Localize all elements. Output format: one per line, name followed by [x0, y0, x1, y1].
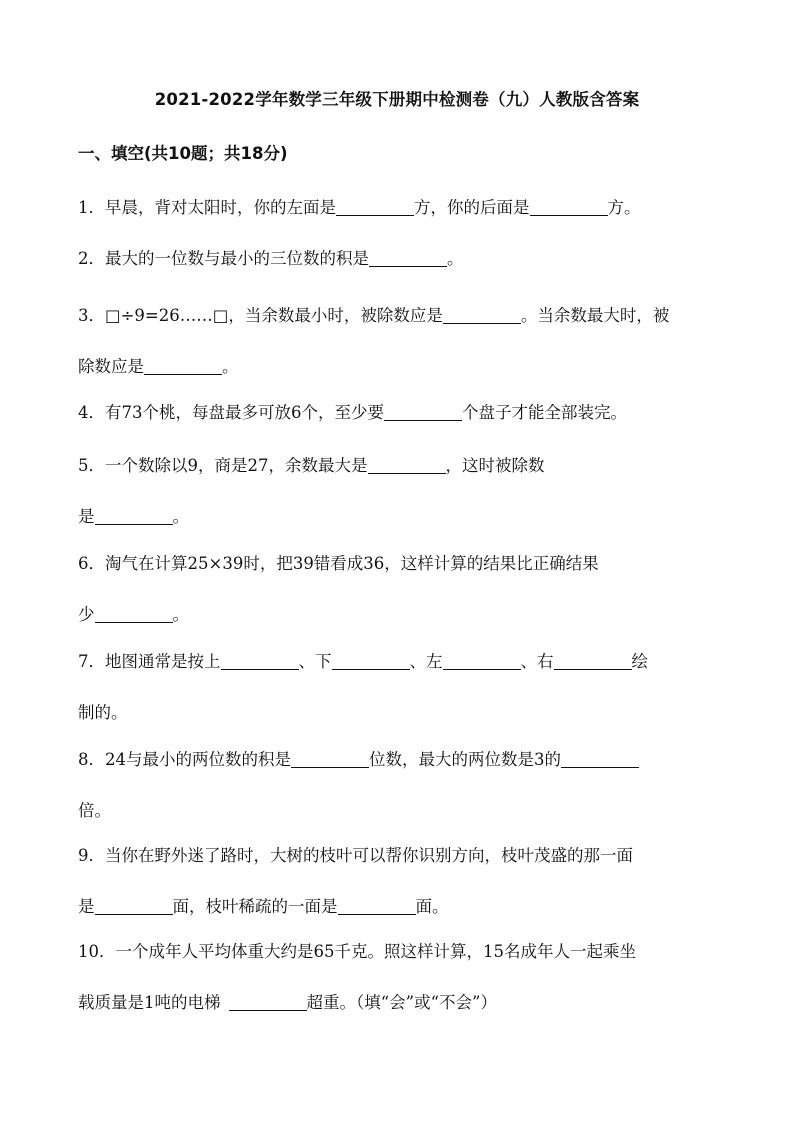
question-text: □÷9=26……□，当余数最小时，被除数应是: [105, 306, 443, 325]
answer-blank[interactable]: [384, 404, 462, 422]
question-4: [78, 387, 712, 438]
question-text: 。: [172, 507, 189, 526]
answer-blank[interactable]: [229, 994, 307, 1012]
answer-blank[interactable]: [291, 751, 369, 769]
question-text: 地图通常是按上: [105, 652, 221, 671]
answer-blank[interactable]: [369, 250, 447, 268]
question-number: 1．: [78, 198, 105, 217]
question-3: [78, 290, 712, 392]
question-number: 7．: [78, 652, 105, 671]
question-text: 、右: [520, 652, 554, 671]
question-number: 10．: [78, 942, 116, 961]
question-text: 制的。: [78, 703, 128, 722]
question-text: 倍。: [78, 801, 111, 820]
question-text: 最大的一位数与最小的三位数的积是: [105, 249, 369, 268]
question-text: 方。: [607, 198, 641, 217]
answer-blank[interactable]: [221, 653, 299, 671]
answer-blank[interactable]: [332, 653, 410, 671]
answer-blank[interactable]: [530, 199, 608, 217]
answer-blank[interactable]: [95, 508, 173, 526]
answer-blank[interactable]: [144, 358, 222, 376]
question-text: 、左: [409, 652, 443, 671]
answer-blank[interactable]: [368, 457, 446, 475]
question-text: 一个成年人平均体重大约是65千克。照这样计算，15名成年人一起乘坐: [115, 942, 636, 961]
question-text: 。: [447, 249, 464, 268]
question-number: 5．: [78, 456, 105, 475]
question-9: [78, 830, 712, 932]
question-text: 除数应是: [78, 357, 144, 376]
answer-blank[interactable]: [561, 751, 639, 769]
answer-blank[interactable]: [443, 307, 521, 325]
answer-blank[interactable]: [336, 199, 414, 217]
question-6: [78, 538, 712, 640]
question-number: 4．: [78, 403, 105, 422]
answer-blank[interactable]: [95, 898, 173, 916]
answer-blank[interactable]: [95, 606, 173, 624]
question-text: 。: [172, 605, 189, 624]
question-text: 24与最小的两位数的积是: [105, 750, 291, 769]
answer-blank[interactable]: [443, 653, 521, 671]
question-text: 绘: [631, 652, 648, 671]
question-text: 当你在野外迷了路时，大树的枝叶可以帮你识别方向，枝叶茂盛的那一面: [105, 846, 633, 865]
question-number: 2．: [78, 249, 105, 268]
question-8: [78, 734, 712, 836]
question-5: [78, 440, 712, 542]
question-text: 早晨，背对太阳时，你的左面是: [105, 198, 336, 217]
question-text: 超重。（填“会”或“不会”）: [306, 993, 497, 1012]
question-1: [78, 182, 712, 233]
question-text: 载质量是1吨的电梯: [78, 993, 221, 1012]
question-2: [78, 233, 712, 284]
section-heading: 一、填空(共10题；共18分): [78, 144, 288, 163]
question-10: [78, 926, 712, 1028]
question-text: 面。: [415, 897, 449, 916]
question-text: 是: [78, 897, 95, 916]
question-7: [78, 636, 712, 738]
question-text: ，这时被除数: [445, 456, 545, 475]
answer-blank[interactable]: [338, 898, 416, 916]
question-text: 。: [222, 357, 239, 376]
question-text: 。当余数最大时，被: [520, 306, 670, 325]
question-text: 方，你的后面是: [414, 198, 530, 217]
question-text: 有73个桃，每盘最多可放6个，至少要: [105, 403, 384, 422]
question-text: 一个数除以9，商是27，余数最大是: [105, 456, 368, 475]
question-text: 面，枝叶稀疏的一面是: [172, 897, 338, 916]
page-title: 2021-2022学年数学三年级下册期中检测卷（九）人教版含答案: [154, 90, 640, 109]
question-text: 少: [78, 605, 95, 624]
question-number: 6．: [78, 554, 105, 573]
question-number: 8．: [78, 750, 105, 769]
question-text: 是: [78, 507, 95, 526]
question-text: 个盘子才能全部装完。: [462, 403, 627, 422]
answer-blank[interactable]: [554, 653, 632, 671]
question-text: 、下: [298, 652, 332, 671]
question-number: 3．: [78, 306, 105, 325]
question-number: 9．: [78, 846, 105, 865]
question-text: 位数，最大的两位数是3的: [369, 750, 561, 769]
question-text: 淘气在计算25×39时，把39错看成36，这样计算的结果比正确结果: [105, 554, 599, 573]
